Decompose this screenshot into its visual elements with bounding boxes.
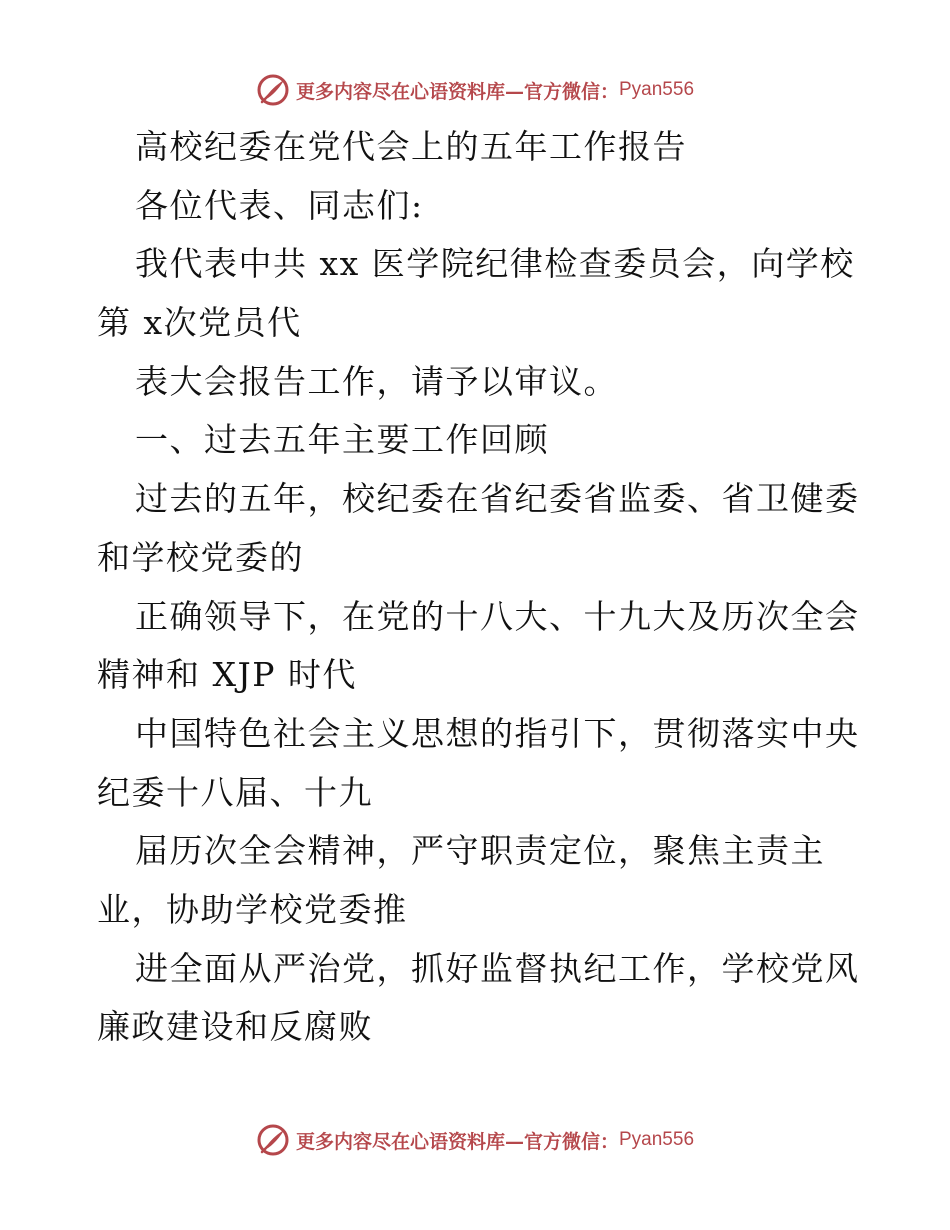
text-line: 业，协助学校党委推 [97, 889, 408, 929]
quill-pen-logo-icon [256, 1123, 290, 1157]
watermark-text: 更多内容尽在心语资料库—官方微信： [295, 1130, 619, 1153]
text-line: 各位代表、同志们: [135, 185, 424, 225]
watermark-footer [0, 1120, 950, 1160]
quill-pen-logo-icon [256, 73, 290, 107]
text-line: 一、过去五年主要工作回顾 [135, 420, 549, 460]
watermark-account: Pyan556 [619, 79, 695, 100]
text-line: 精神和 XJP 时代 [97, 655, 357, 695]
text-line: 纪委十八届、十九 [97, 772, 373, 812]
text-line: 中国特色社会主义思想的指引下，贯彻落实中央 [135, 713, 860, 753]
text-line: 第 x次党员代 [97, 303, 302, 343]
watermark-text: 更多内容尽在心语资料库—官方微信： [295, 80, 619, 103]
text-line: 我代表中共 xx 医学院纪律检查委员会，向学校 [135, 244, 855, 284]
text-line: 和学校党委的 [97, 537, 304, 577]
text-line: 进全面从严治党，抓好监督执纪工作，学校党风 [135, 948, 860, 988]
text-line: 表大会报告工作，请予以审议。 [135, 361, 618, 401]
text-line: 高校纪委在党代会上的五年工作报告 [135, 127, 687, 166]
text-line: 届历次全会精神，严守职责定位，聚焦主责主 [135, 831, 825, 871]
text-line: 廉政建设和反腐败 [97, 1007, 373, 1047]
watermark-header [0, 70, 950, 110]
watermark-account: Pyan556 [619, 1129, 695, 1150]
text-line: 正确领导下，在党的十八大、十九大及历次全会 [135, 596, 860, 636]
document-body [97, 118, 860, 1057]
text-line: 过去的五年，校纪委在省纪委省监委、省卫健委 [135, 479, 860, 519]
